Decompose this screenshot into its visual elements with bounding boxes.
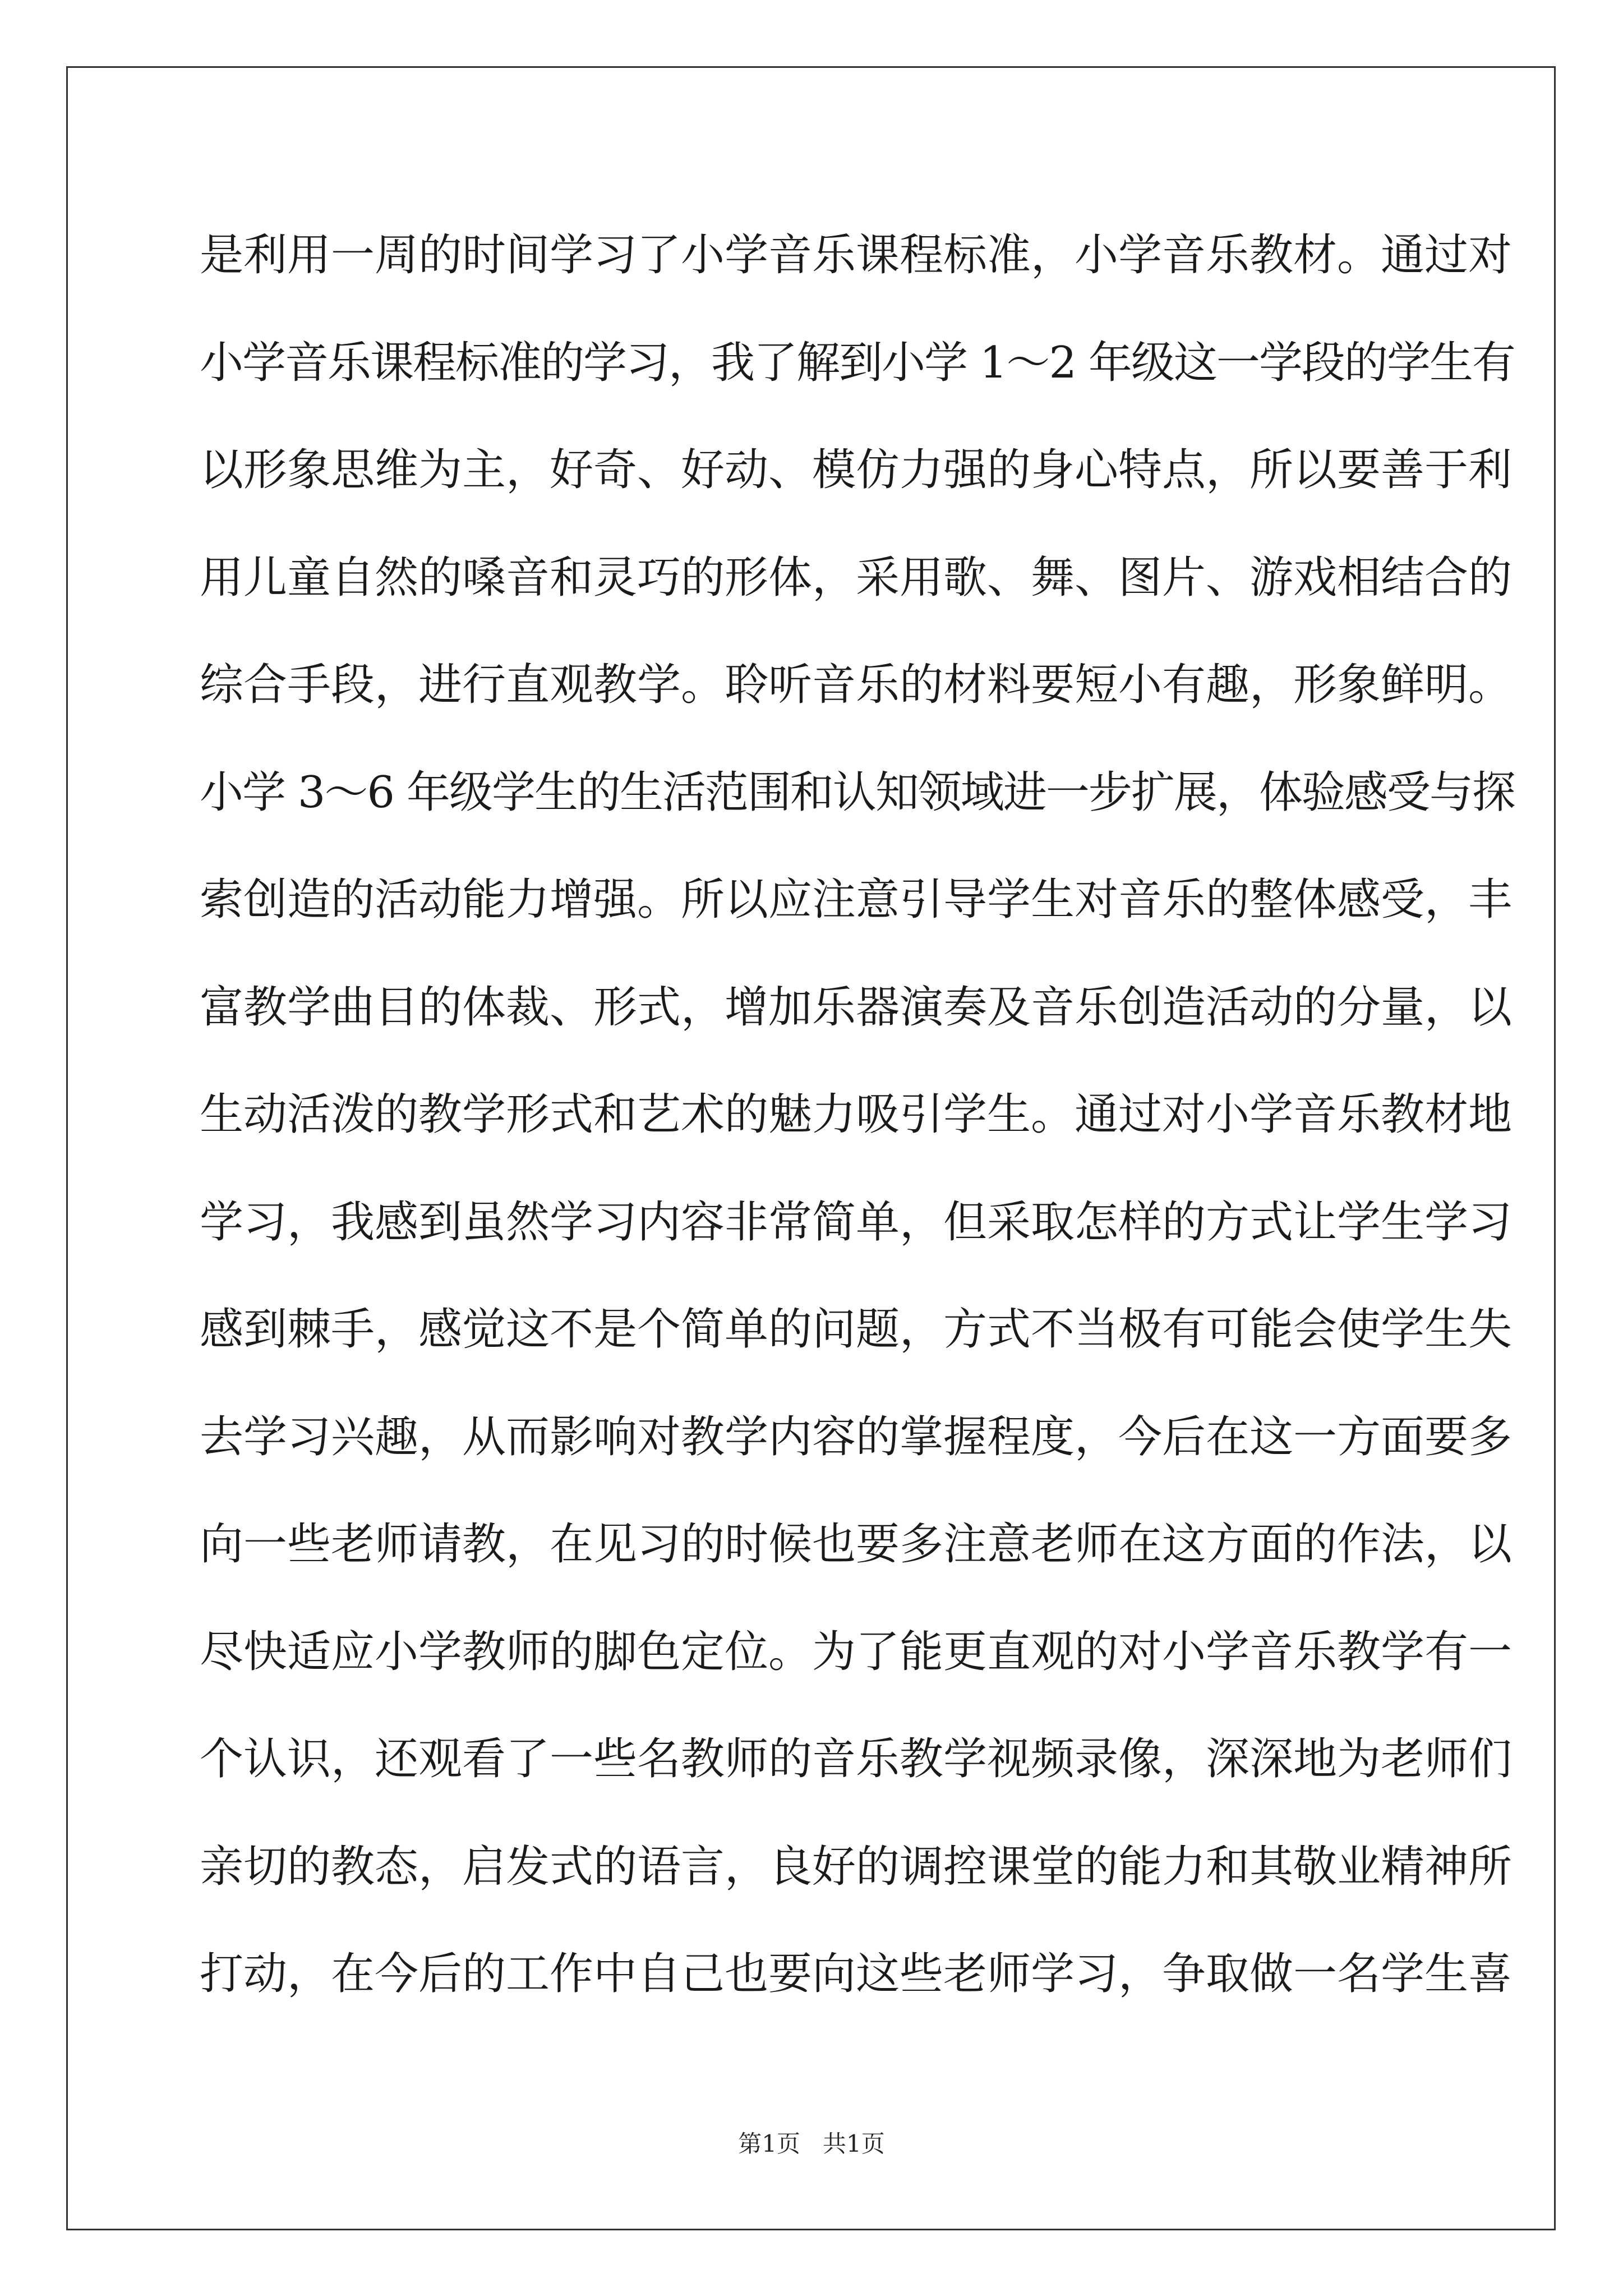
document-body <box>200 202 1515 2028</box>
text-line: 打动，在今后的工作中自己也要向这些老师学习，争取做一名学生喜 <box>200 1949 1513 1999</box>
text-line: 去学习兴趣，从而影响对教学内容的掌握程度，今后在这一方面要多 <box>200 1411 1513 1462</box>
page-footer: 第1页 共1页 <box>738 2130 885 2157</box>
text-line: 富教学曲目的体裁、形式，增加乐器演奏及音乐创造活动的分量，以 <box>200 982 1513 1033</box>
text-line: 小学音乐课程标准的学习，我了解到小学 1～2 年级这一学段的学生有 <box>200 337 1515 388</box>
text-line: 是利用一周的时间学习了小学音乐课程标准，小学音乐教材。通过对 <box>200 230 1513 280</box>
text-line: 个认识，还观看了一些名教师的音乐教学视频录像，深深地为老师们 <box>200 1734 1513 1784</box>
text-line: 综合手段，进行直观教学。聆听音乐的材料要短小有趣，形象鲜明。 <box>200 660 1513 710</box>
text-line: 向一些老师请教，在见习的时候也要多注意老师在这方面的作法，以 <box>200 1519 1513 1570</box>
text-line: 索创造的活动能力增强。所以应注意引导学生对音乐的整体感受，丰 <box>200 875 1513 925</box>
text-line: 学习，我感到虽然学习内容非常简单，但采取怎样的方式让学生学习 <box>200 1197 1513 1248</box>
text-line: 小学 3～6 年级学生的生活范围和认知领域进一步扩展，体验感受与探 <box>200 767 1515 818</box>
text-line: 亲切的教态，启发式的语言，良好的调控课堂的能力和其敬业精神所 <box>200 1841 1513 1892</box>
text-line: 以形象思维为主，好奇、好动、模仿力强的身心特点，所以要善于利 <box>200 445 1513 495</box>
text-line: 生动活泼的教学形式和艺术的魅力吸引学生。通过对小学音乐教材地 <box>200 1089 1513 1140</box>
text-line: 尽快适应小学教师的脚色定位。为了能更直观的对小学音乐教学有一 <box>200 1626 1513 1677</box>
text-line: 用儿童自然的嗓音和灵巧的形体，采用歌、舞、图片、游戏相结合的 <box>200 552 1513 603</box>
text-line: 感到棘手，感觉这不是个简单的问题，方式不当极有可能会使学生失 <box>200 1304 1513 1355</box>
